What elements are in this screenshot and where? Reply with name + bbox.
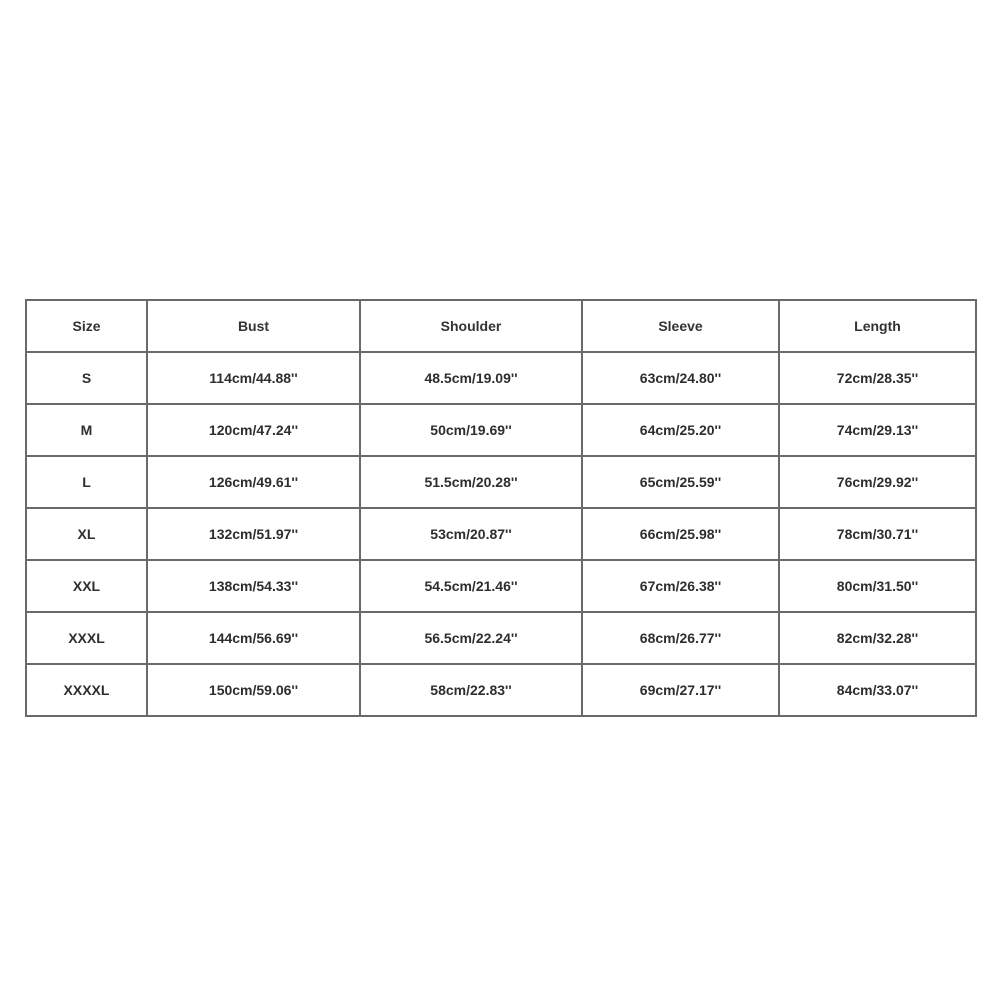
bust-cell: 132cm/51.97'' (147, 508, 360, 560)
header-length: Length (779, 300, 976, 352)
length-cell: 82cm/32.28'' (779, 612, 976, 664)
header-sleeve: Sleeve (582, 300, 779, 352)
sleeve-cell: 65cm/25.59'' (582, 456, 779, 508)
sleeve-cell: 64cm/25.20'' (582, 404, 779, 456)
sleeve-cell: 66cm/25.98'' (582, 508, 779, 560)
shoulder-cell: 53cm/20.87'' (360, 508, 582, 560)
length-cell: 74cm/29.13'' (779, 404, 976, 456)
bust-cell: 120cm/47.24'' (147, 404, 360, 456)
shoulder-cell: 54.5cm/21.46'' (360, 560, 582, 612)
table-row (26, 612, 976, 664)
header-size: Size (26, 300, 147, 352)
shoulder-cell: 50cm/19.69'' (360, 404, 582, 456)
sleeve-cell: 63cm/24.80'' (582, 352, 779, 404)
table-row (26, 560, 976, 612)
table-row (26, 664, 976, 716)
header-shoulder: Shoulder (360, 300, 582, 352)
length-cell: 80cm/31.50'' (779, 560, 976, 612)
size-cell: XL (26, 508, 147, 560)
size-cell: XXXXL (26, 664, 147, 716)
length-cell: 76cm/29.92'' (779, 456, 976, 508)
shoulder-cell: 56.5cm/22.24'' (360, 612, 582, 664)
header-bust: Bust (147, 300, 360, 352)
size-cell: L (26, 456, 147, 508)
table-row (26, 456, 976, 508)
length-cell: 78cm/30.71'' (779, 508, 976, 560)
table-row (26, 352, 976, 404)
shoulder-cell: 48.5cm/19.09'' (360, 352, 582, 404)
shoulder-cell: 51.5cm/20.28'' (360, 456, 582, 508)
size-cell: M (26, 404, 147, 456)
sleeve-cell: 68cm/26.77'' (582, 612, 779, 664)
length-cell: 84cm/33.07'' (779, 664, 976, 716)
size-cell: XXL (26, 560, 147, 612)
size-cell: XXXL (26, 612, 147, 664)
bust-cell: 144cm/56.69'' (147, 612, 360, 664)
bust-cell: 138cm/54.33'' (147, 560, 360, 612)
sleeve-cell: 67cm/26.38'' (582, 560, 779, 612)
table-header-row (26, 300, 976, 352)
bust-cell: 150cm/59.06'' (147, 664, 360, 716)
size-chart-table (25, 299, 977, 717)
length-cell: 72cm/28.35'' (779, 352, 976, 404)
bust-cell: 126cm/49.61'' (147, 456, 360, 508)
table-row (26, 508, 976, 560)
shoulder-cell: 58cm/22.83'' (360, 664, 582, 716)
size-cell: S (26, 352, 147, 404)
sleeve-cell: 69cm/27.17'' (582, 664, 779, 716)
bust-cell: 114cm/44.88'' (147, 352, 360, 404)
table-row (26, 404, 976, 456)
